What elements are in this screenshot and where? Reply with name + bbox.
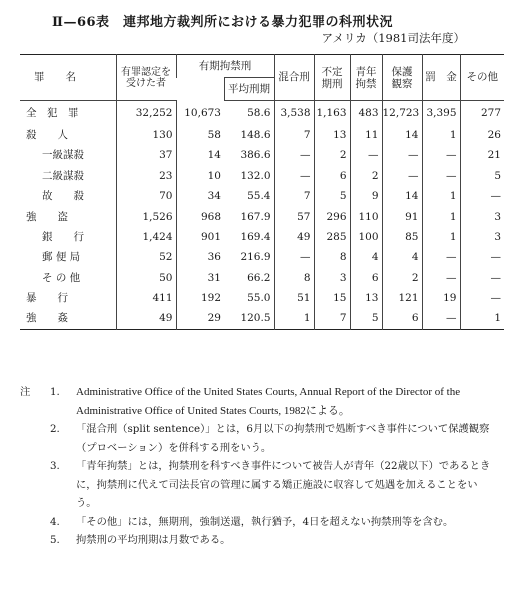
note-text: 「その他」には，無期刑，強制送還，執行猶予，4日を超えない拘禁刑等を含む。 — [76, 515, 454, 528]
cell-youth: 4 — [350, 247, 382, 267]
header-crime: 罪 名 — [20, 55, 116, 101]
cell-convicted: 52 — [116, 247, 176, 267]
cell-split: 7 — [274, 125, 314, 145]
cell-fine: — — [422, 145, 460, 165]
cell-indeterminate: 13 — [314, 125, 350, 145]
cell-split: — — [274, 247, 314, 267]
cell-other: 277 — [460, 101, 504, 126]
cell-convicted: 130 — [116, 125, 176, 145]
cell-fine: — — [422, 247, 460, 267]
note-label: 注 — [20, 386, 31, 398]
cell-indeterminate: 15 — [314, 288, 350, 308]
table-row — [20, 145, 504, 165]
note-item — [20, 513, 498, 532]
cell-fine: 1 — [422, 125, 460, 145]
table-row — [20, 101, 504, 126]
cell-other: 3 — [460, 207, 504, 227]
cell-indeterminate: 7 — [314, 309, 350, 330]
cell-avg: 169.4 — [240, 230, 271, 243]
cell-youth: 13 — [350, 288, 382, 308]
cell-indeterminate: 8 — [314, 247, 350, 267]
cell-prison: 10,673 — [176, 101, 224, 126]
cell-prison: 29 — [176, 309, 224, 330]
row-crime: 暴 行 — [26, 292, 68, 305]
note-label — [20, 420, 50, 457]
note-number: 5. — [50, 534, 60, 546]
cell-other: — — [460, 288, 504, 308]
cell-avg: 55.4 — [247, 190, 271, 203]
cell-other: — — [460, 268, 504, 288]
cell-prison: 192 — [176, 288, 224, 308]
cell-split: 1 — [274, 309, 314, 330]
row-crime: 故 殺 — [42, 190, 84, 203]
cell-youth: — — [350, 145, 382, 165]
cell-probation: 85 — [382, 227, 422, 247]
cell-convicted: 1,526 — [116, 207, 176, 227]
cell-other: 21 — [460, 145, 504, 165]
note-text: 「青年拘禁」とは，拘禁刑を科すべき事件について被告人が青年（22歳以下）であるときに，拘禁刑に代えて司法長官の管理に属する矯正施設に収容して処遇を加えることをいう。 — [76, 460, 491, 509]
cell-youth: 2 — [350, 166, 382, 186]
row-crime: 強 姦 — [26, 312, 68, 325]
cell-prison: 968 — [176, 207, 224, 227]
header-fine: 罰 金 — [422, 55, 460, 101]
table-row — [20, 207, 504, 227]
note-item — [20, 383, 498, 420]
header-prison: 有期拘禁刑 — [176, 55, 274, 78]
note-number: 2. — [50, 423, 60, 435]
header-prison-avg: 平均刑期 — [224, 78, 274, 101]
cell-youth: 100 — [350, 227, 382, 247]
note-text: 「混合刑（split sentence）」とは，6月以下の拘禁刑で処断すべき事件について保護観察（プロベーション）を併科する刑をいう。 — [76, 423, 490, 454]
cell-prison: 58 — [176, 125, 224, 145]
cell-probation: 14 — [382, 186, 422, 206]
cell-youth: 110 — [350, 207, 382, 227]
sentencing-table — [20, 54, 504, 330]
note-number: 1. — [50, 386, 60, 398]
cell-probation: 121 — [382, 288, 422, 308]
cell-prison: 10 — [176, 166, 224, 186]
cell-other: 5 — [460, 166, 504, 186]
note-label — [20, 513, 50, 532]
row-crime: 強 盗 — [26, 210, 68, 223]
cell-prison: 901 — [176, 227, 224, 247]
cell-probation: 14 — [382, 125, 422, 145]
cell-avg: 148.6 — [240, 128, 271, 141]
note-number: 4. — [50, 515, 60, 528]
cell-convicted: 23 — [116, 166, 176, 186]
row-crime: 殺 人 — [26, 128, 68, 141]
cell-avg: 132.0 — [240, 169, 271, 182]
header-probation: 保護観察 — [382, 55, 422, 101]
cell-probation: 2 — [382, 268, 422, 288]
note-item — [20, 420, 498, 457]
table-row — [20, 309, 504, 330]
cell-avg: 216.9 — [240, 251, 271, 264]
cell-probation: 6 — [382, 309, 422, 330]
cell-fine: 1 — [422, 186, 460, 206]
cell-avg: 55.0 — [247, 292, 271, 305]
cell-split: 51 — [274, 288, 314, 308]
cell-other: — — [460, 247, 504, 267]
cell-probation: — — [382, 145, 422, 165]
cell-convicted: 49 — [116, 309, 176, 330]
table-row — [20, 186, 504, 206]
cell-fine: — — [422, 166, 460, 186]
cell-split: 49 — [274, 227, 314, 247]
cell-convicted: 32,252 — [116, 101, 176, 126]
note-text: 拘禁刑の平均刑期は月数である。 — [76, 534, 231, 546]
table-row — [20, 288, 504, 308]
cell-convicted: 37 — [116, 145, 176, 165]
cell-split: 7 — [274, 186, 314, 206]
cell-convicted: 1,424 — [116, 227, 176, 247]
table-row — [20, 166, 504, 186]
cell-prison: 31 — [176, 268, 224, 288]
note-item — [20, 457, 498, 513]
row-crime: 郵 便 局 — [42, 251, 81, 264]
table-row — [20, 268, 504, 288]
row-crime: そ の 他 — [42, 271, 81, 284]
cell-other: 26 — [460, 125, 504, 145]
cell-indeterminate: 5 — [314, 186, 350, 206]
cell-fine: 19 — [422, 288, 460, 308]
cell-youth: 6 — [350, 268, 382, 288]
cell-indeterminate: 285 — [314, 227, 350, 247]
note-item — [20, 531, 498, 550]
cell-probation: 91 — [382, 207, 422, 227]
header-convicted: 有罪認定を受けた者 — [116, 55, 176, 101]
cell-youth: 5 — [350, 309, 382, 330]
cell-other: — — [460, 186, 504, 206]
cell-youth: 9 — [350, 186, 382, 206]
note-label — [20, 531, 50, 550]
header-other: その他 — [460, 55, 504, 101]
header-split: 混合刑 — [274, 55, 314, 101]
cell-indeterminate: 6 — [314, 166, 350, 186]
cell-split: — — [274, 166, 314, 186]
cell-probation: — — [382, 166, 422, 186]
cell-avg: 66.2 — [247, 271, 271, 284]
cell-convicted: 70 — [116, 186, 176, 206]
note-text: Administrative Office of the United States Courts, Annual Report of the Director of the Administrative Office of United States Courts, 1982による。 — [76, 386, 461, 417]
table-row — [20, 125, 504, 145]
cell-fine: — — [422, 309, 460, 330]
table-subtitle: アメリカ（1981司法年度） — [321, 31, 465, 45]
table-row — [20, 247, 504, 267]
cell-indeterminate: 2 — [314, 145, 350, 165]
table-row — [20, 227, 504, 247]
cell-indeterminate: 1,163 — [314, 101, 350, 126]
cell-split: 57 — [274, 207, 314, 227]
cell-prison: 34 — [176, 186, 224, 206]
cell-fine: 3,395 — [422, 101, 460, 126]
cell-youth: 483 — [350, 101, 382, 126]
cell-avg: 167.9 — [240, 210, 271, 223]
header-youth: 青年拘禁 — [350, 55, 382, 101]
notes — [20, 383, 498, 550]
cell-convicted: 50 — [116, 268, 176, 288]
cell-youth: 11 — [350, 125, 382, 145]
row-crime: 全 犯 罪 — [26, 106, 79, 119]
cell-other: 1 — [460, 309, 504, 330]
row-crime: 二級謀殺 — [42, 169, 84, 182]
table-title: Ⅱ—66表 連邦地方裁判所における暴力犯罪の科刑状況 — [52, 15, 394, 30]
cell-other: 3 — [460, 227, 504, 247]
row-crime: 一級謀殺 — [42, 149, 84, 162]
cell-indeterminate: 296 — [314, 207, 350, 227]
cell-fine: 1 — [422, 207, 460, 227]
note-number: 3. — [50, 460, 60, 472]
cell-avg: 386.6 — [240, 149, 271, 162]
cell-probation: 4 — [382, 247, 422, 267]
header-indeterminate: 不定期刑 — [314, 55, 350, 101]
cell-indeterminate: 3 — [314, 268, 350, 288]
cell-split: 8 — [274, 268, 314, 288]
cell-split: 3,538 — [274, 101, 314, 126]
cell-avg: 58.6 — [247, 106, 271, 119]
cell-fine: 1 — [422, 227, 460, 247]
cell-prison: 14 — [176, 145, 224, 165]
cell-probation: 12,723 — [382, 101, 422, 126]
note-label — [20, 457, 50, 513]
cell-fine: — — [422, 268, 460, 288]
cell-convicted: 411 — [116, 288, 176, 308]
cell-split: — — [274, 145, 314, 165]
cell-avg: 120.5 — [240, 312, 271, 325]
row-crime: 銀 行 — [42, 230, 84, 243]
cell-prison: 36 — [176, 247, 224, 267]
